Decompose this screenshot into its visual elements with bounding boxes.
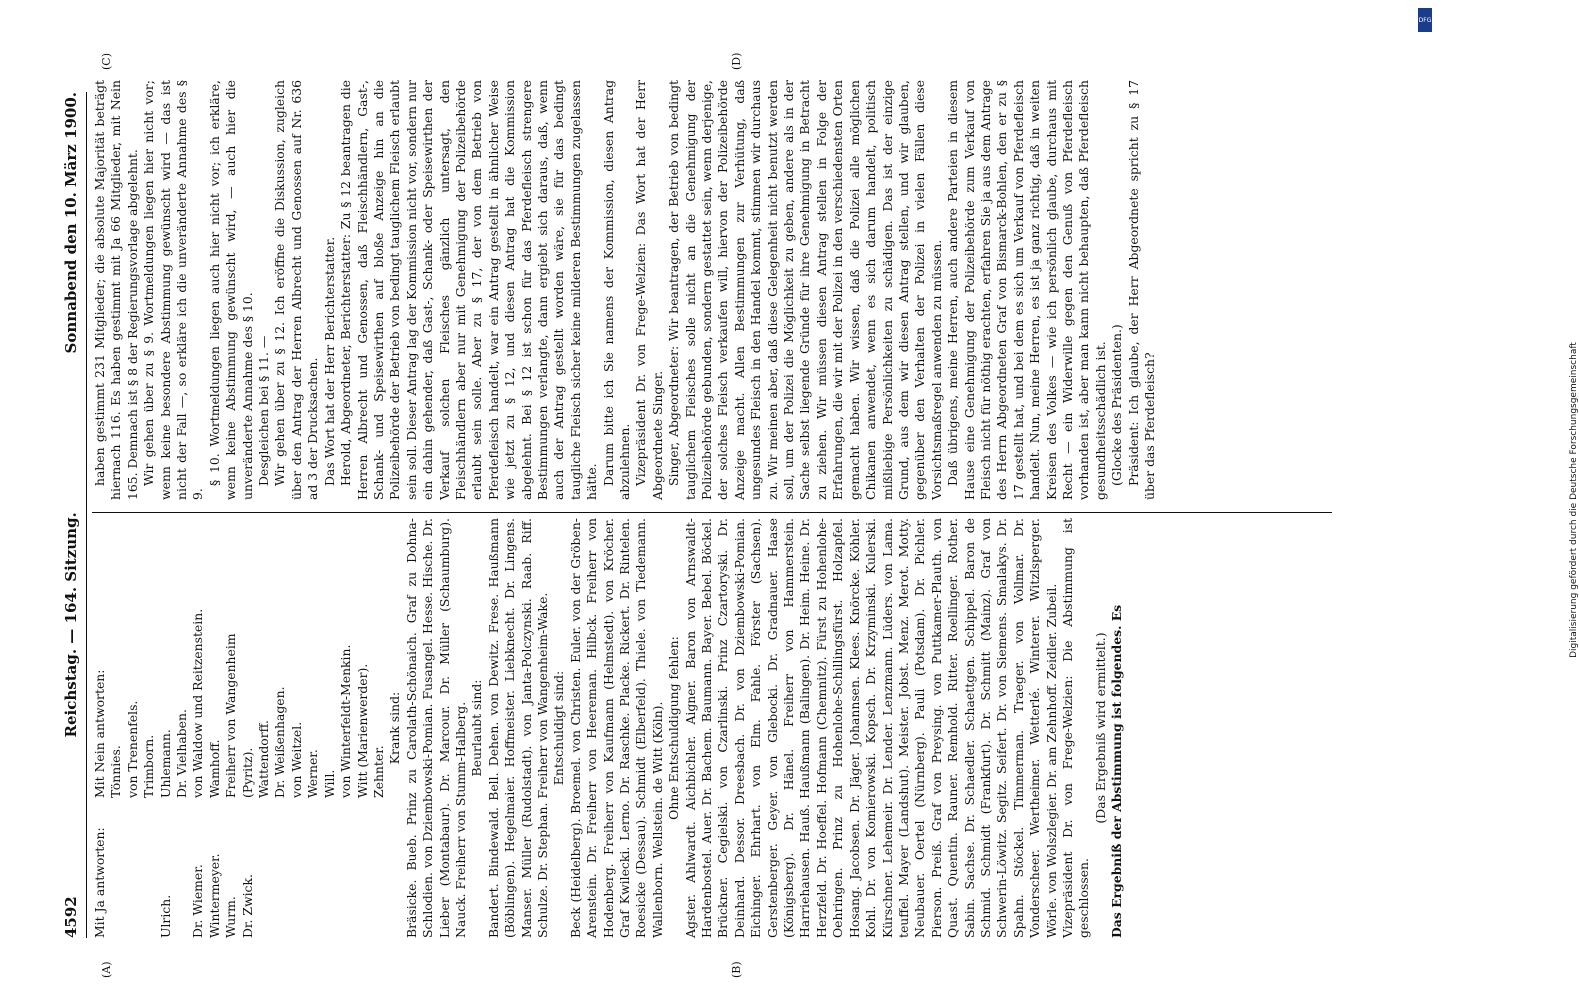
vote-row (223, 518, 239, 938)
vote-no-name: von Winterfeldt-Menkin. (338, 644, 354, 798)
krank-list: Bräsicke. Bueb. Prinz zu Carolath-Schönaich. Graf zu Dohna-Schlodien. von Dziembowski-Pomian. Fusangel. Hesse. Hische. Dr. Lieber (Montabaur). Dr. Marcour. Dr. Müller (Schaumburg). Nauck. Freiherr von Stumm-Halberg. (403, 518, 468, 938)
vote-yes-name: Dr. Zwick. (239, 874, 255, 938)
vote-yes-name (338, 798, 354, 938)
vote-row (190, 518, 206, 938)
dfg-logo: DFG (1418, 8, 1432, 32)
vote-yes-name (371, 798, 387, 938)
ohne-list: Agster. Ahlwardt. Aichbichler. Aigner. Baron von Arnswaldt-Hardenbostel. Auer. Dr. Bachem. Baumann. Bayer. Bebel. Böckel. Brückner. Cegielski. von Czarlinski. Prinz Czartoryski. Dr. Deinhard. Dessor. Dreesbach. Dr. von Dziembowski-Pomian. Eichinger. Ehrhart. von Elm. Fahle. Förster (Sachsen). Gerstenberger. Geyer. von Glebocki. Dr. Gradnauer. Haase (Königsberg). Dr. Hänel. Freiherr von Hammerstein. Harriehausen. Hauß. Haußmann (Balingen). Dr. Heim. Heine. Dr. Herzfeld. Dr. Hoeffel. Hofmann (Chemnitz). Fürst zu Hohenlohe-Oehringen. Prinz zu Hohenlohe-Schillingsfürst. Holzapfel. Hosang. Jacobsen. Dr. Jäger. Johannsen. Klees. Knörcke. Köhler. Kohl. Dr. von Komierowski. Kopsch. Dr. Krzyminski. Kulerski. Kürschner. Lehemeir. Dr. Lender. Lenzmann. Lüders. von Lama. teuffel. Mayer (Landshut). Meister. Jobst. Menz. Merot. Motty. Neubauer. Oertel (Nürnberg). Pauli (Potsdam). Dr. Pichler. Pierson. Preiß. Graf von Preysing. von Puttkamer-Plauth. von Quast. Quentin. Rauner. Remhold. Ritter. Roellinger. Rother. Sabin. Sachse. Dr. Schaedler. Schaettgen. Schippel. Baron de Schmid. Schmidt (Frankfurt). Dr. Schmitt (Mainz). Graf von Schwerin-Löwitz. Segitz. Seifert. Dr. von Siemens. Smalakys. Dr. Spahn. Stöckel. Timmerman. Traeger. von Vollmar. Dr. Vonderscheer. Wertheimer. Wetterlé. Winterer. Witzlsperger. Wörle. von Wolszlegier. Dr. am Zehnhoff. Zeidler. Zubeil. (682, 518, 1059, 938)
margin-mark-c: (C) (100, 53, 113, 70)
vote-no-name: Zehnter. (370, 745, 386, 798)
vote-row (207, 518, 223, 938)
vote-headings (92, 518, 108, 938)
vote-row (141, 518, 157, 938)
right-paragraph: Daß übrigens, meine Herren, auch andere Parteien in diesem Hause eine Genehmigung der Polizeibehörde zum Verkauf von Fleisch nicht für nöthig erachten, erfahren Sie ja aus dem Antrage des Herrn Abgeordneten Graf von Bismarck-Bohlen, den er zu § 17 gestellt hat, und bei dem es sich um Verkauf von Pferdefleisch handelt. Nun, meine Herren, es ist ja ganz richtig, daß in weiten Kreisen des Volkes — wie ich persönlich glaube, durchaus mit Recht — ein Widerwille gegen den Genuß von Pferdefleisch vorhanden ist, aber man kann nicht behaupten, daß Pferdefleisch gesundheitsschädlich ist. (945, 80, 1108, 500)
right-paragraph: Herold, Abgeordneter, Berichterstatter: Zu § 12 beantragen die Herren Albrecht und Genossen, daß Fleischhändlern, Gast-, Schank- und Speisewirthen auf bloße Anzeige hin an die Polizeibehörde der Betrieb von bedingt tauglichem Fleisch erlaubt sein soll. Dieser Antrag lag der Kommission nicht vor, sondern nur ein dahin gehender, daß Gast-, Schank- oder Speisewirthen der Verkauf solchen Fleisches gänzlich untersagt, den Fleischhändlern aber nur mit Genehmigung der Polizeibehörde erlaubt sein solle. Aber zu § 17, der von dem Betrieb von Pferdefleisch handelt, war ein Antrag gestellt in ähnlicher Weise wie jetzt zu § 12, und diesen Antrag hat die Kommission abgelehnt. Bei § 12 ist schon für das Pferdefleisch strengere Bestimmungen verlangte, dann ergiebt sich daraus, daß, wenn auch der Antrag gestellt worden wäre, sie für das bedingt taugliche Fleisch sicher keine milderen Bestimmungen zugelassen hätte. (338, 80, 600, 500)
right-paragraph: Wir gehen über zu § 9. Wortmeldungen liegen hier nicht vor; wenn keine besondere Abstimmung gewünscht wird — das ist nicht der Fall —, so erkläre ich die unveränderte Annahme des § 9. (141, 80, 206, 500)
vote-heading-no: Mit Nein antworten: (92, 669, 107, 798)
vote-yes-name (125, 798, 141, 938)
vote-yes-name (355, 798, 371, 938)
vote-row (174, 518, 190, 938)
vote-row (108, 518, 124, 938)
page-number: 4592 (62, 896, 80, 938)
right-paragraph: Vizepräsident Dr. von Frege-Welzien: Das Wort hat der Herr Abgeordnete Singer. (633, 80, 665, 500)
margin-mark-a: (A) (100, 961, 113, 978)
right-paragraph: Darum bitte ich Sie namens der Kommission, diesen Antrag abzulehnen. (600, 80, 632, 500)
vote-yes-name (141, 798, 157, 938)
vote-no-name: (Pyritz). (239, 747, 255, 798)
vote-row (256, 518, 272, 938)
session-title: Reichstag. — 164. Sitzung. (62, 512, 80, 738)
column-divider (92, 512, 1332, 513)
vote-yes-name (305, 798, 321, 938)
vote-yes-name (289, 798, 305, 938)
vote-yes-name: Ulrich. (157, 894, 173, 938)
vote-row (322, 518, 338, 938)
section-heading-ohne: Ohne Entschuldigung fehlen: (666, 636, 682, 820)
right-paragraphs (92, 80, 1158, 500)
vote-row (125, 518, 141, 938)
vote-row (371, 518, 387, 938)
vote-no-name: Witt (Marienwerder). (354, 663, 370, 798)
left-column (92, 518, 1126, 938)
vote-no-name: von Weitzel. (288, 721, 304, 798)
vote-row (158, 518, 174, 938)
vote-no-name: Dr. Vielhaben. (174, 709, 190, 798)
right-paragraph: (Glocke des Präsidenten.) (1109, 324, 1125, 486)
section-heading-beurlaubt: Beurlaubt sind: (469, 679, 485, 777)
vote-row (240, 518, 256, 938)
vote-row (272, 518, 288, 938)
vote-yes-name (108, 798, 124, 938)
vote-no-name: von Trenenfels. (124, 700, 140, 798)
vote-yes-name (174, 798, 190, 938)
right-paragraph: haben gestimmt 231 Mitglieder; die absolute Majorität beträgt hiernach 116. Es haben gestimmt mit Ja 66 Mitglieder, mit Nein 165. Demnach ist § 8 der Regierungsvorlage abgelehnt. (92, 80, 140, 500)
session-date: Sonnabend den 10. März 1900. (62, 92, 80, 354)
vote-yes-name (272, 798, 288, 938)
margin-mark-d: (D) (730, 52, 743, 70)
vote-no-name: Tönnies. (108, 745, 124, 798)
right-paragraph: Wir gehen über zu § 12. Ich eröffne die Diskussion, zugleich über den Antrag der Herren Albrecht und Genossen auf Nr. 636 ad 3 der Drucksachen. (272, 80, 321, 500)
page-header (58, 92, 84, 938)
vote-no-name: Wattendorff. (256, 720, 272, 798)
vote-row (355, 518, 371, 938)
vote-no-name: Will. (321, 769, 337, 798)
closing-paragraph-3: Das Ergebniß der Abstimmung ist folgendes. Es (1109, 604, 1125, 938)
vote-row (338, 518, 354, 938)
vote-table (108, 518, 387, 938)
right-paragraph: Desgleichen bei § 11. — (256, 335, 272, 486)
vote-yes-name: Wintermeyer. (206, 853, 222, 938)
vote-no-name: Freiherr von Wangenheim (223, 633, 239, 798)
vote-no-name: Werner. (305, 749, 321, 798)
margin-mark-b: (B) (730, 961, 743, 978)
section-heading-entschuldigt: Entschuldigt sind: (551, 670, 567, 786)
side-note: Digitalisierung gefördert durch die Deutsche Forschungsgemeinschaft (1568, 342, 1579, 658)
vote-no-name: Uhlemann. (157, 729, 173, 798)
vote-row (305, 518, 321, 938)
right-paragraph: § 10. Wortmeldungen liegen auch hier nicht vor; ich erkläre, wenn keine Abstimmung gewünscht wird, — auch hier die unveränderte Annahme des § 10. (206, 80, 255, 500)
section-heading-krank: Krank sind: (387, 691, 403, 765)
vote-no-name: Trimborn. (141, 734, 157, 798)
right-paragraph: Präsident: Ich glaube, der Herr Abgeordnete spricht zu § 17 über das Pferdefleisch? (1125, 80, 1157, 500)
vote-yes-name (256, 798, 272, 938)
vote-yes-name (322, 798, 338, 938)
vote-yes-name: Wurm. (223, 896, 239, 938)
vote-heading-yes: Mit Ja antworten: (92, 827, 107, 938)
right-column (92, 80, 1158, 500)
vote-no-name: Wamhoff. (206, 739, 222, 798)
closing-paragraph-2: (Das Ergebniß wird ermittelt.) (1092, 632, 1108, 824)
vote-no-name: Dr. Weißenhagen. (272, 686, 288, 798)
closing-paragraph-1: Vizepräsident Dr. von Frege-Welzien: Die Abstimmung ist geschlossen. (1059, 518, 1092, 938)
vote-row (289, 518, 305, 938)
vote-no-name: von Waldow und Reitzenstein. (190, 608, 206, 798)
right-paragraph: Das Wort hat der Herr Berichterstatter. (321, 236, 337, 486)
vote-yes-name: Dr. Wiemer. (190, 864, 206, 938)
right-paragraph: Singer, Abgeordneter: Wir beantragen, der Betrieb von bedingt tauglichem Fleisches solle nicht an die Genehmigung der Polizeibehörde gebunden, sondern gestattet sein, wenn derjenige, der solches Fleisch verkaufen will, hiervon der Polizeibehörde Anzeige macht. Allen Bestimmungen zur Verhütung, daß ungesundes Fleisch in den Handel kommt, stimmen wir durchaus zu. Wir meinen aber, daß diese Gelegenheit nicht benutzt werden soll, um der Polizei die Möglichkeit zu geben, andere als in der Sache selbst liegende Gründe für ihre Genehmigung in Betracht zu ziehen. Wir müssen diesen Antrag stellen in Folge der Erfahrungen, die wir mit der Polizei in den verschiedensten Orten gemacht haben. Wir wissen, daß die Polizei alle möglichen Chikanen anwendet, wenn es sich darum handelt, politisch mißliebige Persönlichkeiten zu schädigen. Das ist der einzige Grund, aus dem wir diesen Antrag stellen, und wir glauben, gegenüber den Verhalten der Polizei in vielen Fällen diese Vorsichtsmaßregel anwenden zu müssen. (666, 80, 944, 500)
entschuldigt-list: Beck (Heidelberg). Broemel. von Christen. Euler. von der Gröben-Arenstein. Dr. Freiherr von Heereman. Hilbck. Freiherr von Hodenberg. Freiherr von Kaufmann (Helmstedt). von Kröcher. Graf Kwilecki. Lerno. Dr. Raschke. Placke. Rickert. Dr. Rintelen. Roesicke (Dessau). Schmidt (Elberfeld). Thiele. von Tiedemann. Wallenborn. Wellstein. de Witt (Köln). (567, 518, 665, 938)
beurlaubt-list: Bandert. Bindewald. Bell. Dehen. von Dewitz. Frese. Haußmann (Böblingen). Hegelmaier. Hoffmeister. Liebknecht. Dr. Lingens. Manser. Müller (Rudolstadt). von Janta-Polczynski. Raab. Riff. Schulze. Dr. Stephan. Freiherr von Wangenheim-Wake. (485, 518, 550, 938)
header-rule (86, 92, 87, 938)
